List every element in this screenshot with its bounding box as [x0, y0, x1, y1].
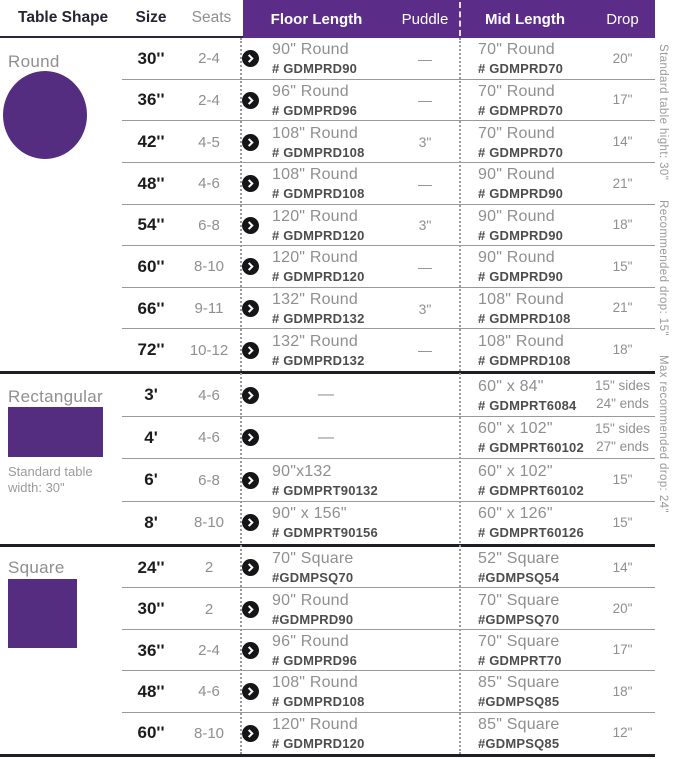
arrow-cell — [238, 683, 262, 700]
column-header-floor-length: Floor Length — [270, 10, 363, 28]
chevron-right-icon — [242, 134, 259, 151]
section-rectangular — [0, 374, 655, 544]
chevron-right-icon — [242, 92, 259, 109]
floor-size: 120" Round — [272, 249, 358, 267]
section-square — [0, 547, 655, 754]
floor-part-number: # GDMPRD132 — [272, 352, 365, 368]
chevron-right-icon — [242, 50, 259, 67]
floor-length-cell — [262, 41, 390, 76]
arrow-cell — [238, 217, 262, 234]
round-label: Round — [8, 52, 60, 71]
floor-part-number: # GDMPRT90156 — [272, 525, 378, 541]
mid-length-cell — [460, 41, 590, 76]
puddle-value: 3" — [418, 134, 432, 151]
floor-length-cell — [262, 83, 390, 118]
arrow-cell — [238, 601, 262, 618]
mid-length-cell — [460, 333, 590, 368]
seats-value: 4-6 — [198, 175, 220, 193]
drop-value: 15" — [612, 514, 633, 530]
mid-size: 70" Round — [478, 41, 555, 59]
drop-value: 12" — [612, 725, 633, 741]
seats-value: 6-8 — [198, 471, 220, 489]
floor-part-number: # GDMPRT90132 — [272, 482, 378, 498]
chevron-right-icon — [242, 472, 259, 489]
mid-size: 70" Round — [478, 82, 555, 100]
drop-value: 17" — [612, 92, 633, 108]
mid-part-number: # GDMPRT70 — [478, 653, 562, 669]
arrow-cell — [238, 559, 262, 576]
seats-value: 8-10 — [193, 514, 225, 532]
arrow-cell — [238, 258, 262, 275]
mid-size: 60" x 84" — [478, 377, 544, 395]
square-label: Square — [8, 558, 65, 577]
drop-value: 15" sides 27" ends — [594, 420, 651, 454]
size-value: 72'' — [137, 340, 165, 360]
drop-value: 17" — [612, 642, 633, 658]
column-header-table-shape: Table Shape — [18, 9, 109, 26]
note-recommended-drop: Recommended drop: 15" — [657, 199, 669, 336]
floor-size: 90"x132 — [272, 462, 332, 480]
table-row — [0, 246, 655, 288]
mid-part-number: # GDMPRT60102 — [478, 440, 584, 456]
mid-size: 90" Round — [478, 166, 555, 184]
floor-size: 90" x 156" — [272, 505, 347, 523]
floor-size: 90" Round — [272, 591, 349, 609]
drop-value: 15" — [612, 472, 633, 488]
puddle-value: 3" — [418, 217, 432, 234]
arrow-cell — [238, 725, 262, 742]
mid-size: 60" x 126" — [478, 505, 553, 523]
size-value: 6' — [144, 470, 158, 490]
seats-value: 2-4 — [198, 642, 220, 660]
arrow-cell — [238, 50, 262, 67]
seats-value: 6-8 — [198, 216, 220, 234]
arrow-cell — [238, 642, 262, 659]
mid-part-number: # GDMPRD90 — [478, 227, 564, 243]
floor-length-cell — [262, 333, 390, 368]
drop-value: 18" — [612, 683, 633, 699]
header-dashed-divider — [459, 2, 461, 36]
mid-size: 52" Square — [478, 550, 560, 568]
size-value: 60'' — [137, 256, 165, 276]
drop-value: 20" — [612, 50, 633, 66]
seats-value: 2-4 — [198, 91, 220, 109]
drop-value: 15" sides 24" ends — [594, 378, 651, 412]
mid-size: 70" Square — [478, 591, 560, 609]
header-purple-band — [243, 0, 655, 38]
mid-length-cell — [460, 674, 590, 709]
mid-length-cell — [460, 463, 590, 498]
table-body — [0, 38, 655, 757]
table-header — [0, 0, 655, 38]
table-row — [0, 671, 655, 712]
mid-length-cell — [460, 249, 590, 284]
mid-size: 60" x 102" — [478, 420, 553, 438]
arrow-cell — [238, 300, 262, 317]
mid-part-number: # GDMPRD90 — [478, 269, 564, 285]
floor-part-number: # GDMPRD120 — [272, 227, 365, 243]
floor-length-cell — [262, 716, 390, 751]
size-value: 36'' — [137, 90, 165, 110]
rectangular-label: Rectangular — [8, 387, 103, 406]
size-value: 48'' — [137, 681, 165, 701]
floor-length-cell — [262, 505, 390, 540]
floor-part-number: # GDMPRD90 — [272, 61, 358, 77]
mid-length-cell — [460, 378, 590, 413]
mid-part-number: #GDMPSQ85 — [478, 735, 560, 751]
table-row — [0, 38, 655, 80]
floor-length-cell: — — [318, 386, 334, 404]
chevron-right-icon — [242, 642, 259, 659]
size-value: 4' — [144, 427, 158, 447]
floor-length-cell — [262, 592, 390, 627]
seats-value: 4-6 — [198, 386, 220, 404]
mid-length-cell — [460, 125, 590, 160]
drop-value: 18" — [612, 342, 633, 358]
mid-length-cell — [460, 208, 590, 243]
arrow-cell — [238, 472, 262, 489]
floor-part-number: # GDMPRD108 — [272, 144, 365, 160]
mid-size: 60" x 102" — [478, 462, 553, 480]
puddle-value: — — [418, 258, 432, 275]
mid-part-number: #GDMPSQ85 — [478, 694, 560, 710]
seats-value: 4-6 — [198, 429, 220, 447]
floor-part-number: #GDMPRD90 — [272, 611, 354, 627]
mid-size: 90" Round — [478, 207, 555, 225]
chevron-right-icon — [242, 175, 259, 192]
floor-part-number: # GDMPRD120 — [272, 735, 365, 751]
chevron-right-icon — [242, 683, 259, 700]
mid-part-number: # GDMPRT60126 — [478, 525, 584, 541]
floor-part-number: # GDMPRD108 — [272, 694, 365, 710]
floor-part-number: # GDMPRD108 — [272, 186, 365, 202]
column-header-drop: Drop — [606, 10, 639, 28]
mid-size: 85" Square — [478, 715, 560, 733]
seats-value: 8-10 — [193, 724, 225, 742]
puddle-value: — — [418, 175, 432, 192]
mid-size: 90" Round — [478, 249, 555, 267]
column-header-mid-length: Mid Length — [485, 10, 565, 28]
column-header-puddle: Puddle — [401, 10, 449, 28]
seats-value: 10-12 — [189, 341, 229, 359]
mid-part-number: #GDMPSQ54 — [478, 570, 560, 586]
floor-part-number: # GDMPRD132 — [272, 311, 365, 327]
size-value: 42'' — [137, 132, 165, 152]
chevron-right-icon — [242, 514, 259, 531]
puddle-value: — — [418, 342, 432, 359]
floor-length-cell — [262, 208, 390, 243]
mid-size: 108" Round — [478, 291, 564, 309]
chevron-right-icon — [242, 559, 259, 576]
mid-part-number: #GDMPSQ70 — [478, 611, 560, 627]
table-row — [0, 630, 655, 671]
size-value: 3' — [144, 385, 158, 405]
drop-value: 14" — [612, 559, 633, 575]
chevron-right-icon — [242, 725, 259, 742]
chevron-right-icon — [242, 258, 259, 275]
floor-size: 132" Round — [272, 291, 358, 309]
puddle-value: — — [418, 92, 432, 109]
arrow-cell — [238, 92, 262, 109]
round-table-shape-graphic — [3, 71, 87, 159]
chevron-right-icon — [242, 342, 259, 359]
table-row — [0, 713, 655, 754]
floor-length-cell: — — [318, 428, 334, 446]
floor-part-number: # GDMPRD96 — [272, 653, 358, 669]
square-table-shape-graphic — [8, 579, 77, 648]
mid-length-cell — [460, 505, 590, 540]
floor-length-cell — [262, 166, 390, 201]
arrow-cell — [238, 134, 262, 151]
chevron-right-icon — [242, 601, 259, 618]
size-value: 54'' — [137, 215, 165, 235]
drop-value: 21" — [612, 300, 633, 316]
mid-part-number: # GDMPRD108 — [478, 352, 571, 368]
floor-length-cell — [262, 125, 390, 160]
drop-value: 21" — [612, 175, 633, 191]
table-row — [0, 205, 655, 247]
mid-part-number: # GDMPRD108 — [478, 311, 571, 327]
column-header-seats: Seats — [191, 9, 232, 26]
rectangular-width-note: Standard table width: 30" — [8, 464, 93, 496]
note-max-drop: Max recommended drop: 24" — [657, 355, 669, 514]
mid-size: 108" Round — [478, 332, 564, 350]
mid-length-cell — [460, 633, 590, 668]
seats-value: 2-4 — [198, 50, 220, 68]
arrow-cell — [238, 387, 262, 404]
drop-value: 14" — [612, 133, 633, 149]
mid-length-cell — [460, 420, 590, 455]
table-row — [0, 288, 655, 330]
seats-value: 4-6 — [198, 683, 220, 701]
seats-value: 9-11 — [194, 300, 224, 318]
mid-part-number: # GDMPRD90 — [478, 186, 564, 202]
size-value: 8' — [144, 512, 158, 532]
rectangular-table-shape-graphic — [8, 407, 103, 457]
section-round — [0, 38, 655, 371]
floor-length-cell — [262, 291, 390, 326]
floor-size: 70" Square — [272, 550, 354, 568]
floor-length-cell — [262, 674, 390, 709]
mid-length-cell — [460, 716, 590, 751]
floor-size: 108" Round — [272, 124, 358, 142]
size-value: 60'' — [137, 723, 165, 743]
column-header-size: Size — [135, 9, 167, 26]
size-value: 66'' — [137, 298, 165, 318]
seats-value: 8-10 — [193, 258, 225, 276]
arrow-cell — [238, 342, 262, 359]
floor-part-number: # GDMPRD120 — [272, 269, 365, 285]
mid-size: 70" Round — [478, 124, 555, 142]
seats-value: 4-5 — [198, 133, 220, 151]
floor-part-number: #GDMPSQ70 — [272, 570, 354, 586]
floor-size: 90" Round — [272, 41, 349, 59]
chevron-right-icon — [242, 429, 259, 446]
mid-size: 85" Square — [478, 674, 560, 692]
mid-part-number: # GDMPRD70 — [478, 61, 564, 77]
table-row — [0, 547, 655, 588]
floor-length-cell — [262, 633, 390, 668]
drop-value: 15" — [612, 258, 633, 274]
floor-size: 132" Round — [272, 332, 358, 350]
size-value: 36'' — [137, 640, 165, 660]
puddle-value: — — [418, 50, 432, 67]
puddle-value: 3" — [418, 300, 432, 317]
chevron-right-icon — [242, 300, 259, 317]
floor-length-cell — [262, 463, 390, 498]
table-row — [0, 80, 655, 122]
table-row — [0, 163, 655, 205]
drop-value: 18" — [612, 217, 633, 233]
mid-part-number: # GDMPRD70 — [478, 144, 564, 160]
size-value: 30'' — [137, 599, 165, 619]
bottom-border — [0, 754, 655, 757]
side-notes — [657, 44, 669, 513]
floor-size: 96" Round — [272, 633, 349, 651]
floor-part-number: # GDMPRD96 — [272, 102, 358, 118]
drop-value: 20" — [612, 601, 633, 616]
note-standard-height: Standard table hight: 30" — [657, 44, 669, 181]
mid-part-number: # GDMPRT60102 — [478, 482, 584, 498]
seats-value: 2 — [204, 600, 214, 618]
mid-length-cell — [460, 592, 590, 627]
mid-part-number: # GDMPRT6084 — [478, 397, 577, 413]
table-row — [0, 588, 655, 629]
size-value: 30'' — [137, 48, 165, 68]
arrow-cell — [238, 175, 262, 192]
mid-length-cell — [460, 166, 590, 201]
mid-length-cell — [460, 83, 590, 118]
floor-size: 108" Round — [272, 166, 358, 184]
header-left-group — [0, 0, 243, 38]
table-row — [0, 121, 655, 163]
size-value: 24'' — [137, 557, 165, 577]
floor-length-cell — [262, 550, 390, 585]
mid-size: 70" Square — [478, 633, 560, 651]
seats-value: 2 — [204, 559, 214, 577]
table-row — [0, 329, 655, 371]
table-row — [0, 502, 655, 545]
arrow-cell — [238, 429, 262, 446]
floor-size: 120" Round — [272, 207, 358, 225]
mid-part-number: # GDMPRD70 — [478, 102, 564, 118]
chevron-right-icon — [242, 387, 259, 404]
floor-size: 120" Round — [272, 715, 358, 733]
arrow-cell — [238, 514, 262, 531]
chevron-right-icon — [242, 217, 259, 234]
size-value: 48'' — [137, 173, 165, 193]
mid-length-cell — [460, 550, 590, 585]
floor-size: 96" Round — [272, 82, 349, 100]
mid-length-cell — [460, 291, 590, 326]
floor-length-cell — [262, 249, 390, 284]
floor-size: 108" Round — [272, 674, 358, 692]
